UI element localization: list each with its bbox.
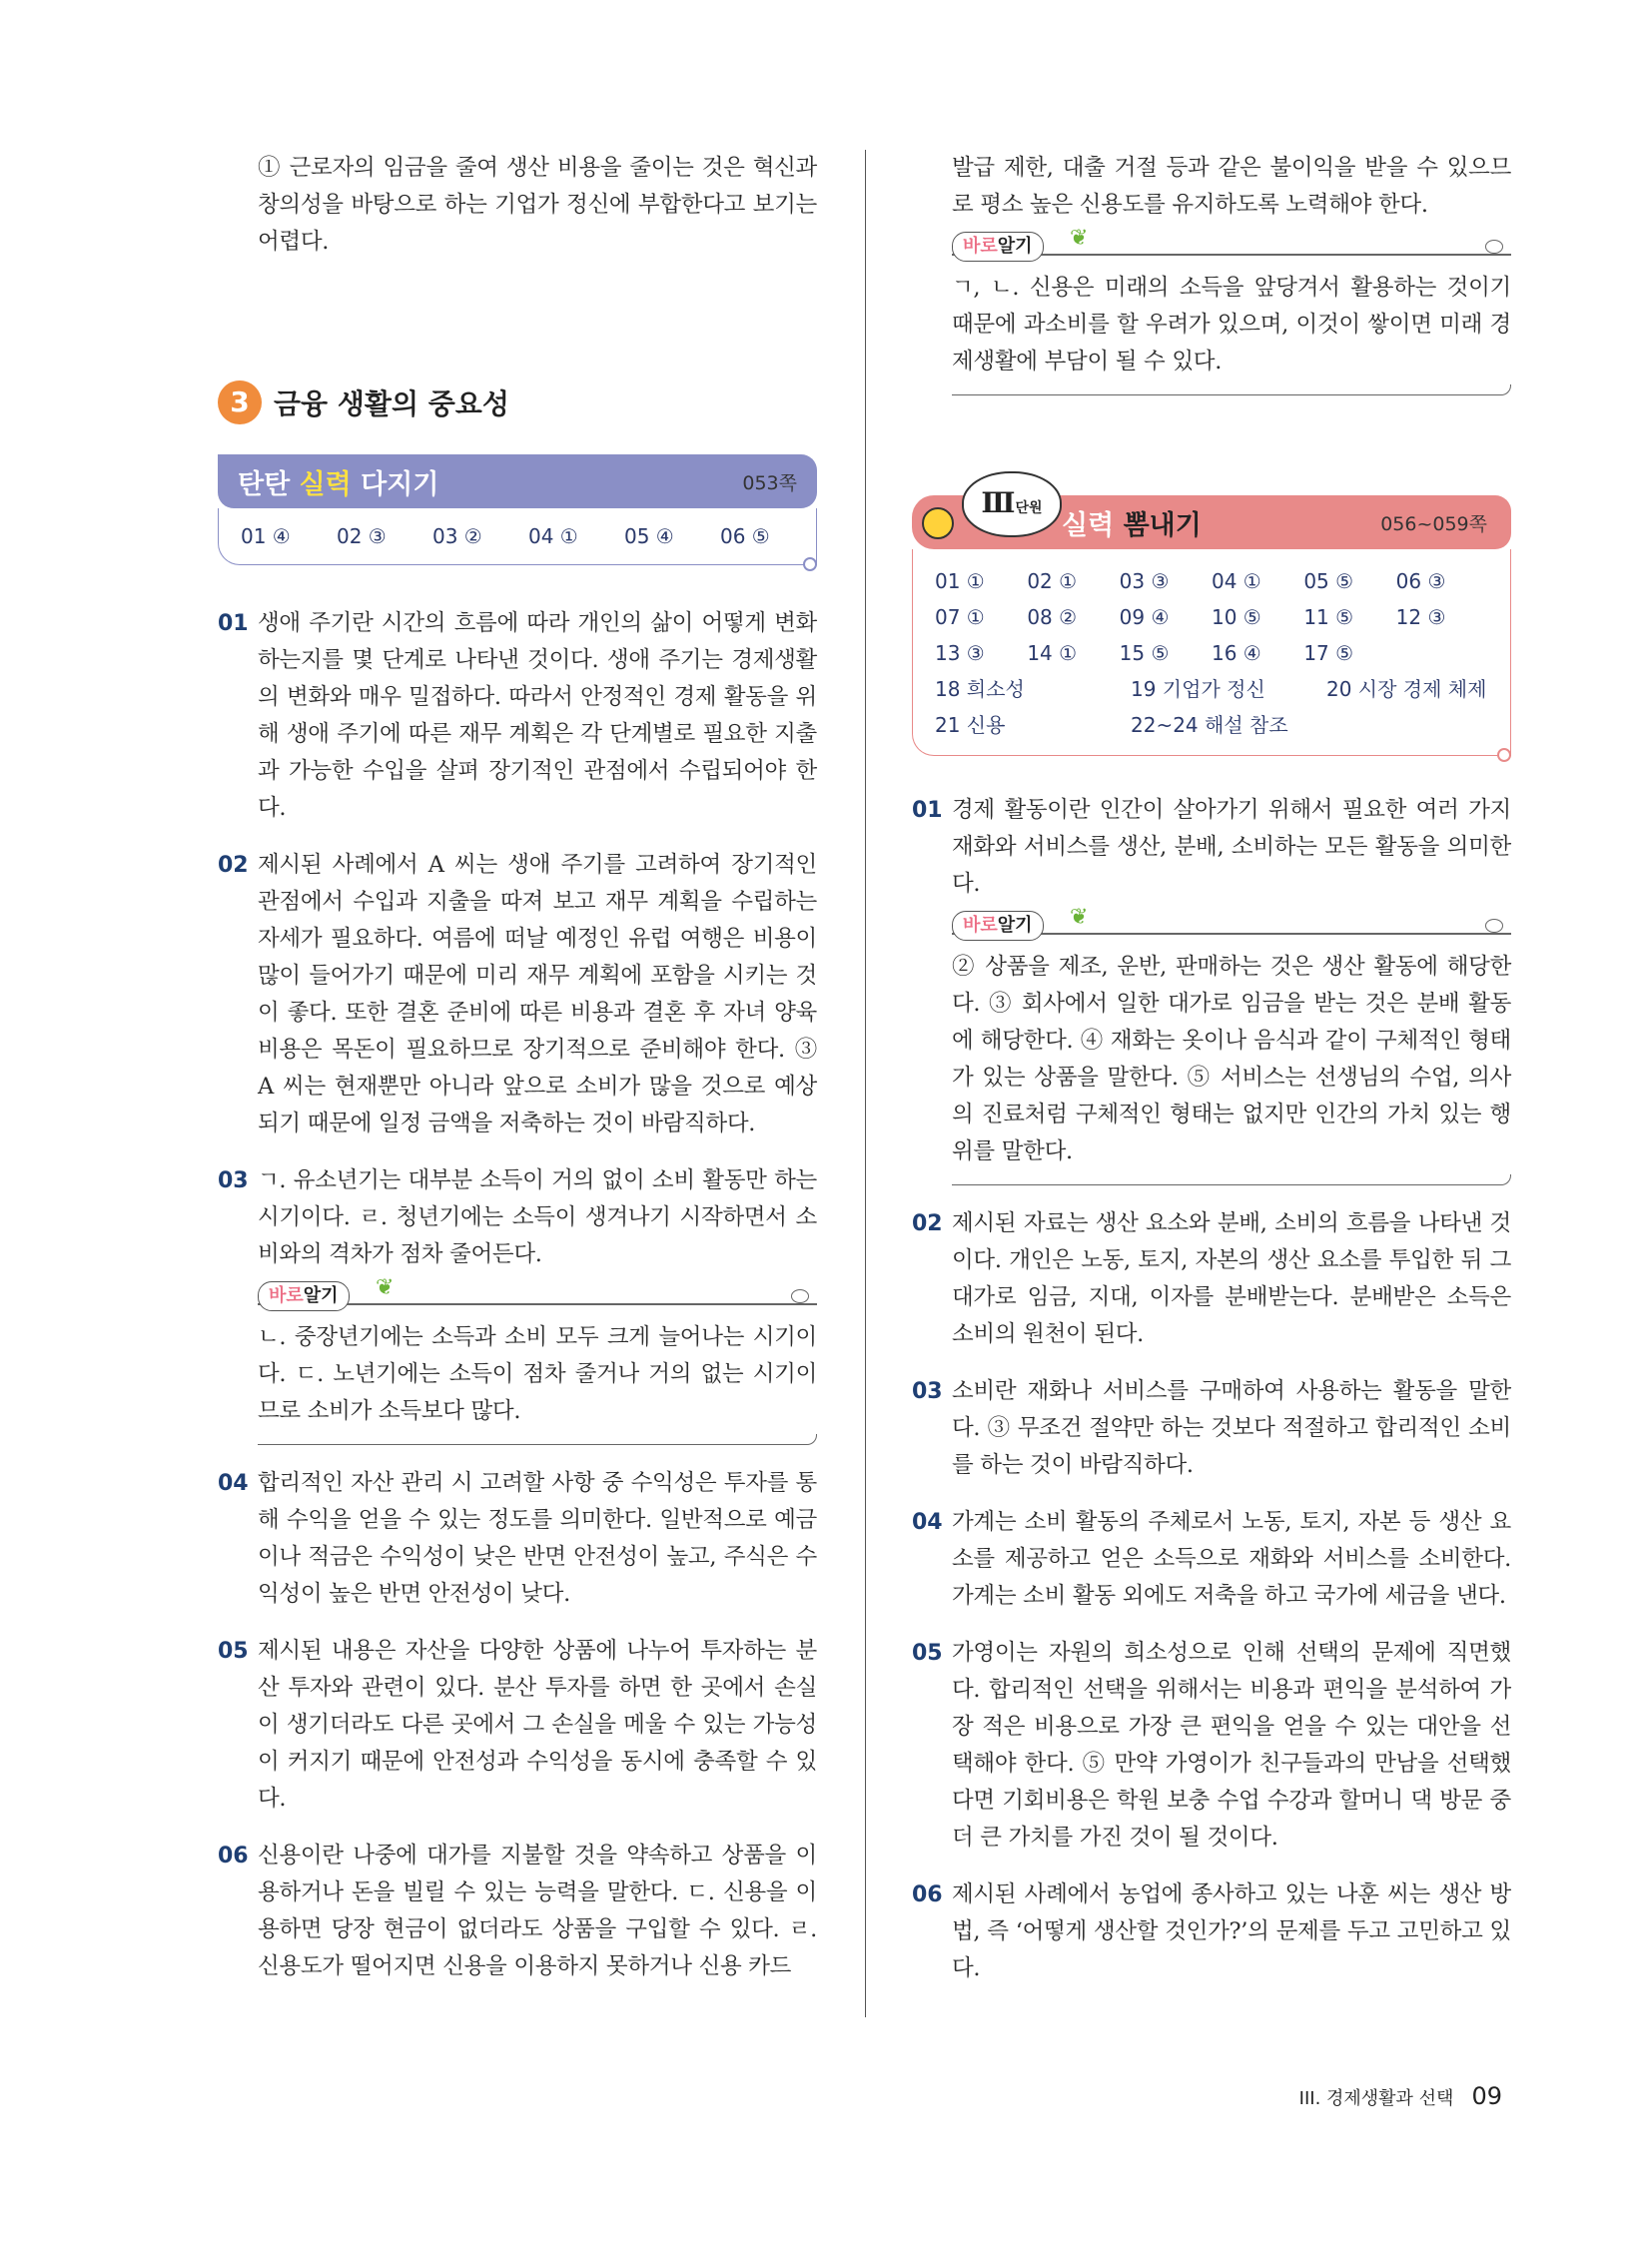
character-icon: [922, 507, 954, 539]
explanation-item: [218, 847, 817, 1142]
answer-item: 03 ③: [1119, 569, 1170, 593]
item-text: 제시된 사례에서 A 씨는 생애 주기를 고려하여 장기적인 관점에서 수입과 지출을 따져 보고 재무 계획을 수립하는 자세가 필요하다. 여름에 떠날 예정인 유럽 여행은 비용이 많이 들어가기 때문에 미리 재무 계획에 포함을 시키는 것이 좋다. 또한 결혼 준비에 따른 비용과 결혼 후 자녀 양육 비용은 목돈이 필요하므로 장기적으로 준비해야 한다. ③ A 씨는 현재뿐만 아니라 앞으로 소비가 많을 것으로 예상되기 때문에 일정 금액을 저축하는 것이 바람직하다.: [258, 852, 817, 1136]
item-number: 01: [218, 611, 249, 636]
item-text: 제시된 내용은 자산을 다양한 상품에 나누어 투자하는 분산 투자와 관련이 있다. 분산 투자를 하면 한 곳에서 손실이 생기더라도 다른 곳에서 그 손실을 메울 수 있는 가능성이 커지기 때문에 안전성과 수익성을 동시에 충족할 수 있다.: [258, 1638, 817, 1812]
answer-row: [935, 563, 1488, 599]
sprout-icon: ❦: [1070, 905, 1089, 930]
answer-item: 04 ①: [528, 524, 578, 548]
explanation-item: [912, 1504, 1511, 1615]
chapter-title: III. 경제생활과 선택: [1298, 2088, 1454, 2109]
item-text: 생애 주기란 시간의 흐름에 따라 개인의 삶이 어떻게 변화하는지를 몇 단계로 나타낸 것이다. 생애 주기는 경제생활의 변화와 매우 밀접하다. 따라서 안정적인 경제 활동을 위해 생애 주기에 따른 재무 계획은 각 단계별로 필요한 지출과 가능한 수입을 살펴 장기적인 관점에서 수립되어야 한다.: [258, 610, 817, 821]
answer-item: 14 ①: [1027, 641, 1078, 665]
answer-box-unit: [912, 486, 1511, 756]
answer-row: [935, 599, 1488, 635]
baro-algi-header: [258, 1275, 817, 1315]
baro-label: 바로: [269, 1285, 304, 1306]
item-number: 06: [912, 1882, 943, 1907]
answer-box-header: [218, 454, 817, 508]
title-part-a: 실력: [1062, 509, 1115, 541]
box-corner-dot: [1497, 748, 1511, 762]
answer-row: [935, 707, 1488, 743]
box-corner-dot: [803, 557, 817, 571]
answer-row: [935, 635, 1488, 671]
page-number: 09: [1471, 2082, 1502, 2110]
baro-text: ㄴ. 중장년기에는 소득과 소비 모두 크게 늘어나는 시기이다. ㄷ. 노년기에는 소득이 점차 줄거나 거의 없는 시기이므로 소비가 소득보다 많다.: [258, 1324, 817, 1424]
item-number: 06: [218, 1844, 249, 1868]
explanation-item: [218, 1838, 817, 1985]
item-number: 03: [912, 1379, 943, 1404]
sprout-icon: ❦: [1070, 226, 1089, 251]
explanation-item: [218, 1633, 817, 1818]
answer-item: 01 ①: [935, 569, 985, 593]
answer-item: 08 ②: [1027, 605, 1078, 629]
left-column: [218, 150, 817, 2005]
answer-item: 05 ⑤: [1303, 569, 1354, 593]
baro-label: 바로: [963, 915, 998, 936]
title-part-c: 다지기: [351, 468, 439, 500]
item-number: 05: [912, 1641, 943, 1666]
title-part-b: 실력: [299, 468, 352, 500]
section-number: 3: [218, 380, 262, 424]
explanation-item: [218, 1465, 817, 1613]
answer-item: 02 ①: [1027, 569, 1078, 593]
baro-algi-tag: [952, 911, 1044, 941]
column-divider: [865, 150, 866, 2017]
answer-item: 15 ⑤: [1119, 641, 1170, 665]
page-footer: [1299, 2082, 1502, 2110]
loop-icon: [1485, 240, 1503, 254]
answer-list: [218, 508, 817, 565]
answer-item: 06 ⑤: [720, 524, 770, 548]
answer-box-title: [1062, 503, 1202, 542]
baro-text: ㄱ, ㄴ. 신용은 미래의 소득을 앞당겨서 활용하는 것이기 때문에 과소비를 할 우려가 있으며, 이것이 쌓이면 미래 경제생활에 부담이 될 수 있다.: [952, 275, 1511, 374]
item-text: ㄱ. 유소년기는 대부분 소득이 거의 없이 소비 활동만 하는 시기이다. ㄹ. 청년기에는 소득이 생겨나기 시작하면서 소비와의 격차가 점차 줄어든다.: [258, 1167, 817, 1267]
baro-label: 바로: [963, 236, 998, 257]
baro-end-line: [952, 1174, 1511, 1185]
baro-algi-header: [952, 905, 1511, 945]
item-number: 02: [218, 853, 249, 878]
item-text: 제시된 사례에서 농업에 종사하고 있는 나훈 씨는 생산 방법, 즉 ‘어떻게 생산할 것인가?’의 문제를 두고 고민하고 있다.: [952, 1881, 1511, 1981]
answer-item: 11 ⑤: [1303, 605, 1354, 629]
algi-label: 알기: [303, 1285, 339, 1306]
item-text: 경제 활동이란 인간이 살아가기 위해서 필요한 여러 가지 재화와 서비스를 생산, 분배, 소비하는 모든 활동을 의미한다.: [952, 797, 1511, 897]
item-text: 신용이란 나중에 대가를 지불할 것을 약속하고 상품을 이용하거나 돈을 빌릴 수 있는 능력을 말한다. ㄷ. 신용을 이용하면 당장 현금이 없더라도 상품을 구입할 수 있다. ㄹ. 신용도가 떨어지면 신용을 이용하지 못하거나 신용 카드: [258, 1843, 817, 1979]
baro-end-line: [952, 384, 1511, 395]
explanation-item: [218, 1162, 817, 1445]
item-number: 04: [218, 1471, 249, 1496]
sprout-icon: ❦: [376, 1275, 395, 1300]
unit-label: 단원: [1015, 500, 1043, 516]
answer-box-header: [912, 486, 1511, 549]
answer-item: 05 ④: [624, 524, 674, 548]
loop-icon: [1485, 919, 1503, 933]
item-text: 제시된 자료는 생산 요소와 분배, 소비의 흐름을 나타낸 것이다. 개인은 노동, 토지, 자본의 생산 요소를 투입한 뒤 그 대가로 임금, 지대, 이자를 분배받는다. 분배받은 소득은 소비의 원천이 된다.: [952, 1210, 1511, 1347]
item-text: 소비란 재화나 서비스를 구매하여 사용하는 활동을 말한다. ③ 무조건 절약만 하는 것보다 적절하고 합리적인 소비를 하는 것이 바람직하다.: [952, 1378, 1511, 1478]
answer-item: 19 기업가 정신: [1131, 677, 1265, 701]
item-number: 05: [218, 1639, 249, 1664]
answer-item: 20 시장 경제 체제: [1326, 677, 1487, 701]
answer-item: 09 ④: [1119, 605, 1170, 629]
answer-item: 04 ①: [1211, 569, 1261, 593]
answer-item: 16 ④: [1211, 641, 1261, 665]
answer-item: 03 ②: [432, 524, 482, 548]
baro-text: ② 상품을 제조, 운반, 판매하는 것은 생산 활동에 해당한다. ③ 회사에서 일한 대가로 임금을 받는 것은 분배 활동에 해당한다. ④ 재화는 옷이나 음식과 같이 구체적인 형태가 있는 상품을 말한다. ⑤ 서비스는 선생님의 수업, 의사의 진료처럼 구체적인 형태는 없지만 인간의 가치 있는 행위를 말한다.: [952, 954, 1511, 1164]
explanation-item: [912, 1373, 1511, 1484]
explanation-item: [912, 1876, 1511, 1987]
answer-item: 21 신용: [935, 713, 1006, 737]
answer-box-title: [238, 462, 438, 501]
answer-item: 01 ④: [241, 524, 291, 548]
algi-label: 알기: [997, 915, 1033, 936]
baro-algi-tag: [952, 232, 1044, 262]
answer-item: [1396, 635, 1488, 671]
title-part-b: 뽐내기: [1114, 509, 1202, 541]
answer-item: 02 ③: [337, 524, 387, 548]
answer-box-page: 056~059쪽: [1380, 512, 1487, 535]
section-title: 금융 생활의 중요성: [274, 387, 509, 420]
answer-item: 17 ⑤: [1303, 641, 1354, 665]
item-number: 04: [912, 1510, 943, 1535]
continued-text: 발급 제한, 대출 거절 등과 같은 불이익을 받을 수 있으므로 평소 높은 신용도를 유지하도록 노력해야 한다.: [952, 155, 1511, 218]
continued-item: [912, 150, 1511, 395]
unit-numeral: Ⅲ: [981, 486, 1016, 519]
title-part-a: 탄탄: [238, 468, 300, 500]
unit-badge: [962, 471, 1062, 537]
answer-box-tantan: [218, 454, 817, 565]
baro-end-line: [258, 1434, 817, 1445]
right-column: [912, 150, 1511, 2007]
intro-text: ① 근로자의 임금을 줄여 생산 비용을 줄이는 것은 혁신과 창의성을 바탕으로 하는 기업가 정신에 부합한다고 보기는 어렵다.: [258, 155, 817, 255]
answer-item: 07 ①: [935, 605, 985, 629]
answer-item: 12 ③: [1395, 605, 1446, 629]
answer-item: 18 희소성: [935, 677, 1025, 701]
section-heading: [218, 380, 817, 424]
item-text: 가영이는 자원의 희소성으로 인해 선택의 문제에 직면했다. 합리적인 선택을 위해서는 비용과 편익을 분석하여 가장 적은 비용으로 가장 큰 편익을 얻을 수 있는 대안을 선택해야 한다. ⑤ 만약 가영이가 친구들과의 만남을 선택했다면 기회비용은 학원 보충 수업 수강과 할머니 댁 방문 중 더 큰 가치를 가진 것이 될 것이다.: [952, 1640, 1511, 1851]
answer-item: 06 ③: [1395, 569, 1446, 593]
item-text: 합리적인 자산 관리 시 고려할 사항 중 수익성은 투자를 통해 수익을 얻을 수 있는 정도를 의미한다. 일반적으로 예금이나 적금은 수익성이 낮은 반면 안전성이 높고, 주식은 수익성이 높은 반면 안전성이 낮다.: [258, 1470, 817, 1607]
item-number: 02: [912, 1211, 943, 1236]
baro-algi-tag: [258, 1281, 350, 1311]
loop-icon: [791, 1289, 809, 1303]
algi-label: 알기: [997, 236, 1033, 257]
baro-algi-header: [952, 226, 1511, 266]
explanation-item: [912, 1205, 1511, 1353]
explanation-item: [912, 1635, 1511, 1857]
answer-item: 22~24 해설 참조: [1131, 713, 1288, 737]
explanation-item: [218, 605, 817, 827]
answer-grid: [912, 549, 1511, 756]
item-number: 01: [912, 798, 943, 823]
item-number: 03: [218, 1168, 249, 1193]
answer-item: 10 ⑤: [1211, 605, 1261, 629]
item-text: 가계는 소비 활동의 주체로서 노동, 토지, 자본 등 생산 요소를 제공하고 얻은 소득으로 재화와 서비스를 소비한다. 가계는 소비 활동 외에도 저축을 하고 국가에 세금을 낸다.: [952, 1509, 1511, 1609]
answer-row: [935, 671, 1488, 707]
explanation-item: [912, 792, 1511, 1185]
answer-item: 13 ③: [935, 641, 985, 665]
answer-box-page: 053쪽: [742, 471, 797, 494]
